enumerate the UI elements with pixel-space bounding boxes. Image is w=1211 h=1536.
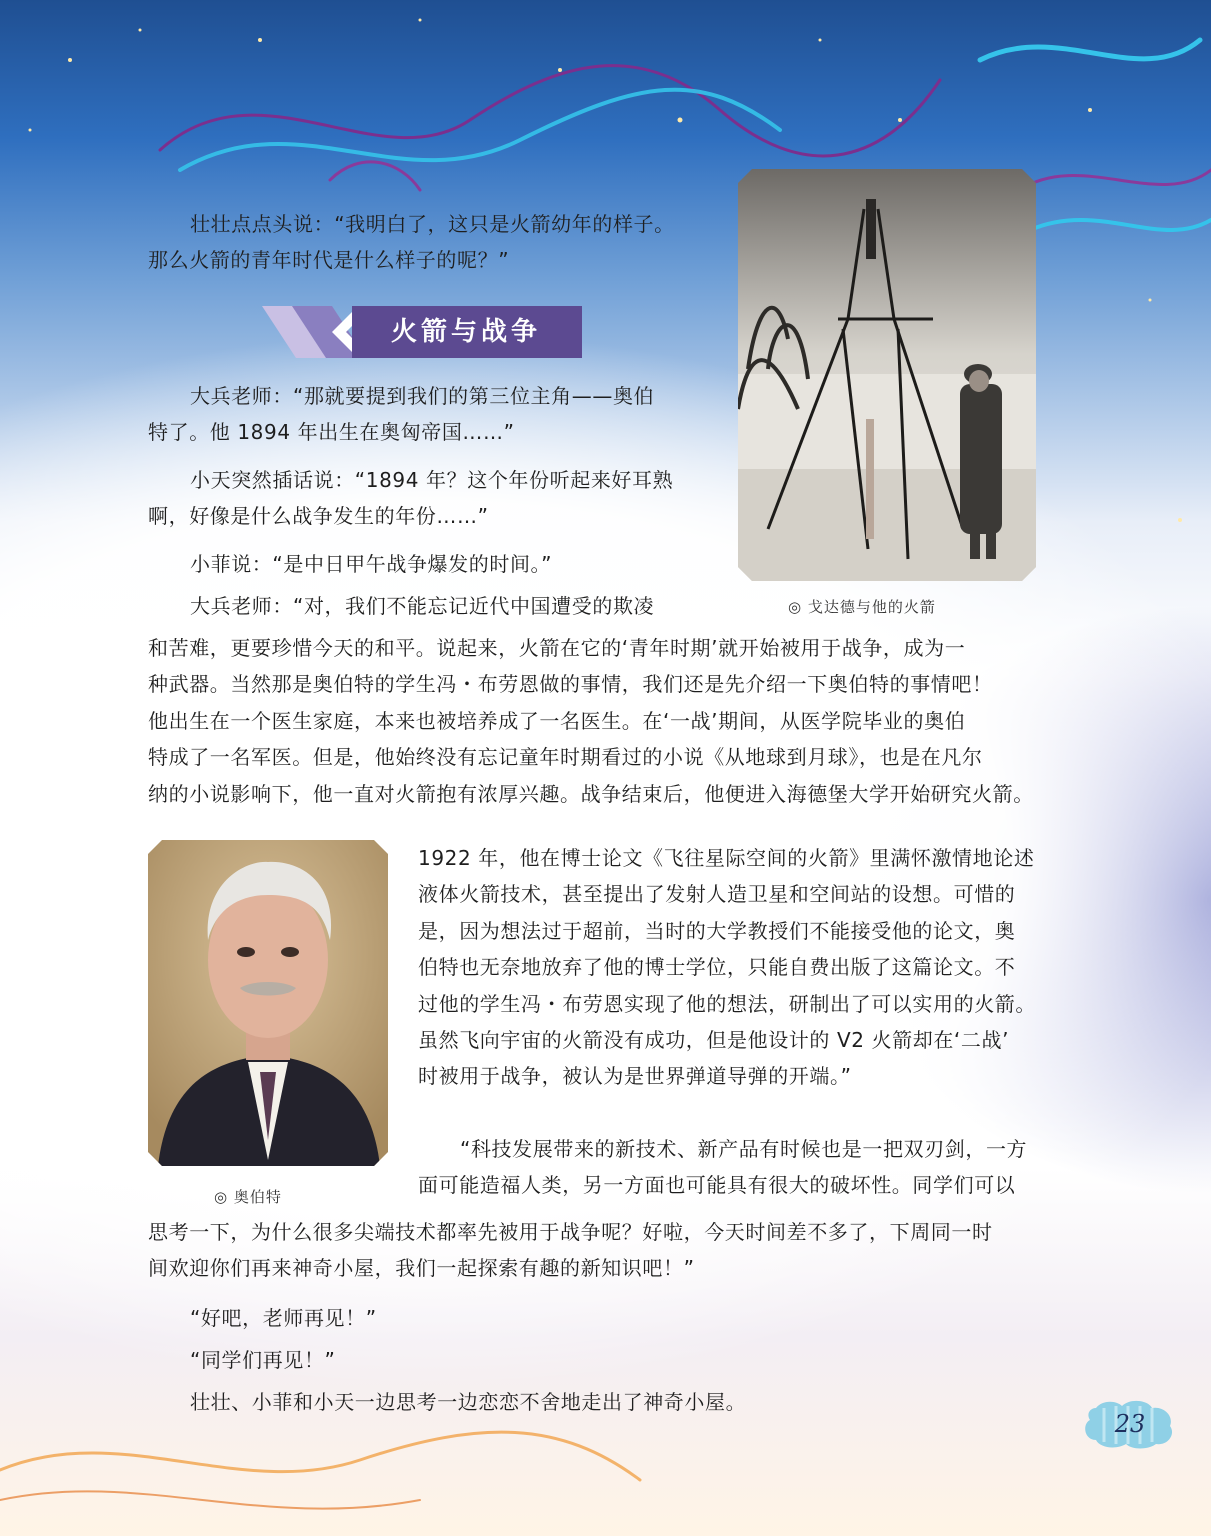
text-line: 他出生在一个医生家庭，本来也被培养成了一名医生。在‘一战’期间，从医学院毕业的奥伯	[148, 708, 966, 733]
paragraph-5-start	[148, 588, 728, 624]
paragraph-6	[418, 840, 1078, 1095]
goddard-rocket-photo	[738, 169, 1036, 581]
text-line: 壮壮、小菲和小天一边思考一边恋恋不舍地走出了神奇小屋。	[190, 1390, 747, 1414]
paragraph-9	[148, 1300, 1068, 1336]
oberth-caption: ◎ 奥伯特	[214, 1188, 282, 1206]
paragraph-7	[418, 1131, 1078, 1204]
text-line: 大兵老师：“那就要提到我们的第三位主角——奥伯	[190, 384, 655, 408]
text-line: 那么火箭的青年时代是什么样子的呢？”	[148, 248, 510, 273]
text-line: 间欢迎你们再来神奇小屋，我们一起探索有趣的新知识吧！”	[148, 1256, 695, 1281]
text-line: 1922 年，他在博士论文《飞往星际空间的火箭》里满怀激情地论述	[418, 846, 1035, 870]
text-line: 思考一下，为什么很多尖端技术都率先被用于战争呢？好啦，今天时间差不多了，下周同一时	[148, 1220, 993, 1244]
text-line: 是，因为想法过于超前，当时的大学教授们不能接受他的论文，奥	[418, 918, 1016, 943]
text-line: 特成了一名军医。但是，他始终没有忘记童年时期看过的小说《从地球到月球》，也是在凡尔	[148, 745, 983, 770]
text-line: 壮壮点点头说：“我明白了，这只是火箭幼年的样子。	[190, 212, 675, 236]
section-title: 火箭与战争	[390, 317, 541, 347]
paragraph-5	[148, 630, 1068, 812]
text-line: 虽然飞向宇宙的火箭没有成功，但是他设计的 V2 火箭却在‘二战’	[418, 1028, 1010, 1053]
text-line: 时被用于战争，被认为是世界弹道导弹的开端。”	[418, 1064, 852, 1089]
paragraph-10	[148, 1342, 1068, 1378]
text-line: “科技发展带来的新技术、新产品有时候也是一把双刃剑，一方	[460, 1137, 1028, 1161]
paragraph-4	[148, 546, 728, 582]
text-line: 大兵老师：“对，我们不能忘记近代中国遭受的欺凌	[190, 594, 655, 618]
paragraph-3	[148, 462, 728, 535]
page-number: 23	[1114, 1410, 1146, 1438]
paragraph-11	[148, 1384, 1068, 1420]
text-line: 纳的小说影响下，他一直对火箭抱有浓厚兴趣。战争结束后，他便进入海德堡大学开始研究火箭。	[148, 781, 1034, 806]
text-line: 特了。他 1894 年出生在奥匈帝国……”	[148, 420, 515, 445]
text-line: 面可能造福人类，另一方面也可能具有很大的破坏性。同学们可以	[418, 1173, 1016, 1198]
text-line: “好吧，老师再见！”	[190, 1306, 377, 1330]
goddard-caption: ◎ 戈达德与他的火箭	[788, 598, 936, 616]
paragraph-8	[148, 1214, 1068, 1287]
text-line: 小菲说：“是中日甲午战争爆发的时间。”	[190, 552, 553, 576]
paragraph-2	[148, 378, 728, 451]
text-line: 过他的学生冯・布劳恩实现了他的想法，研制出了可以实用的火箭。	[418, 991, 1036, 1016]
text-line: 和苦难，更要珍惜今天的和平。说起来，火箭在它的‘青年时期’就开始被用于战争，成为一	[148, 636, 966, 660]
oberth-portrait-photo	[148, 840, 388, 1166]
text-line: 啊，好像是什么战争发生的年份……”	[148, 504, 489, 529]
text-line: 种武器。当然那是奥伯特的学生冯・布劳恩做的事情，我们还是先介绍一下奥伯特的事情吧！	[148, 672, 993, 697]
text-line: 小天突然插话说：“1894 年？这个年份听起来好耳熟	[190, 468, 674, 492]
paragraph-1	[148, 206, 728, 279]
text-line: “同学们再见！”	[190, 1348, 336, 1372]
text-line: 伯特也无奈地放弃了他的博士学位，只能自费出版了这篇论文。不	[418, 955, 1016, 980]
text-line: 液体火箭技术，甚至提出了发射人造卫星和空间站的设想。可惜的	[418, 882, 1016, 907]
